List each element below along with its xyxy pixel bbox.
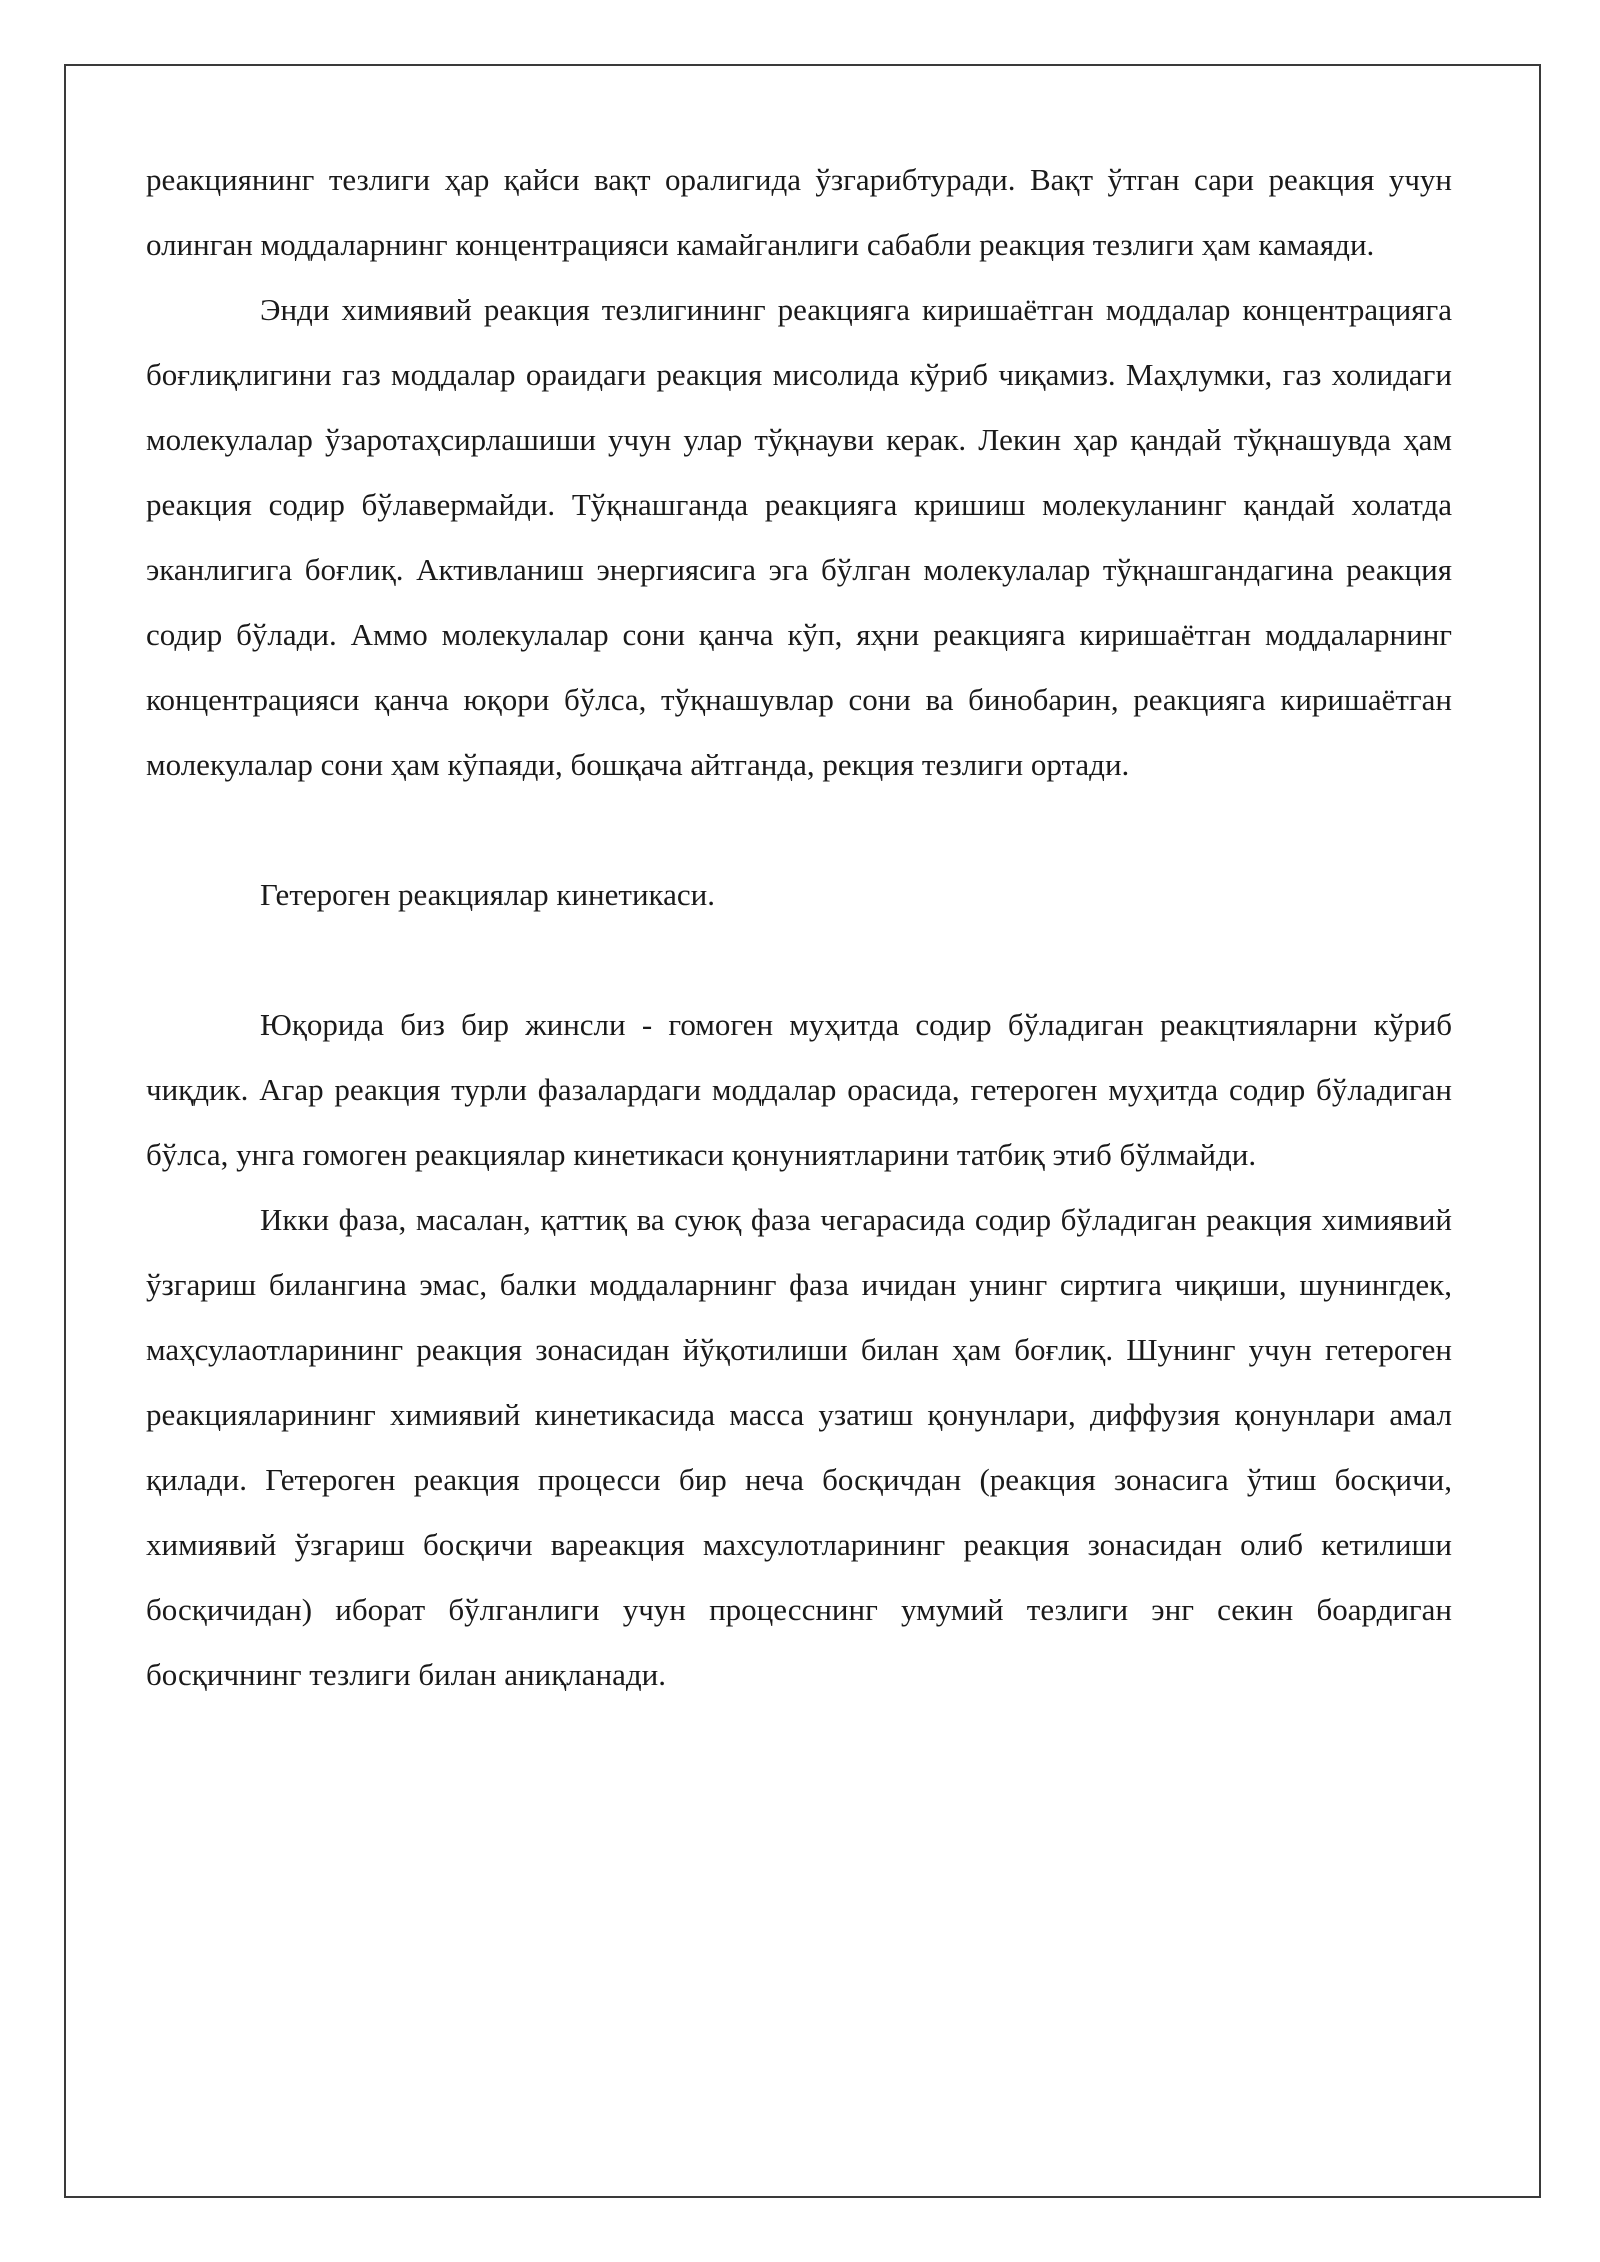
section-heading: Гетероген реакциялар кинетикаси. bbox=[260, 877, 715, 912]
blank-line bbox=[146, 797, 1452, 862]
paragraph-homogeneous-vs-heterogeneous: Юқорида биз бир жинсли - гомоген муҳитда содир бўладиган реакцтияларни кўриб чиқдик. Агар реакция турли фазалардаги моддалар орасида, гетероген муҳитда содир бўладиган бўлса, унга гомоген реакциялар кинетикаси қонуниятларини татбиқ этиб бўлмайди. bbox=[146, 1007, 1452, 1172]
document-body bbox=[146, 147, 1452, 1707]
blank-line bbox=[146, 927, 1452, 992]
paragraph-concentration-dependence: Энди химиявий реакция тезлигининг реакцияга киришаётган моддалар концентрацияга боғлиқлигини газ моддалар ораидаги реакция мисолида кўриб чиқамиз. Маҳлумки, газ холидаги молекулалар ўзаротаҳсирлашиши учун улар тўқнауви керак. Лекин ҳар қандай тўқнашувда ҳам реакция содир бўлавермайди. Тўқнашганда реакцияга кришиш молекуланинг қандай холатда эканлигига боғлиқ. Активланиш энергиясига эга бўлган молекулалар тўқнашгандагина реакция содир бўлади. Аммо молекулалар сони қанча кўп, яҳни реакцияга киришаётган моддаларнинг концентрацияси қанча юқори бўлса, тўқнашувлар сони ва бинобарин, реакцияга киришаётган молекулалар сони ҳам кўпаяди, бошқача айтганда, рекция тезлиги ортади. bbox=[146, 292, 1452, 782]
paragraph-two-phase-reactions: Икки фаза, масалан, қаттиқ ва суюқ фаза чегарасида содир бўладиган реакция химиявий ўзгариш билангина эмас, балки моддаларнинг фаза ичидан унинг сиртига чиқиши, шунингдек, маҳсулаотларининг реакция зонасидан йўқотилиши билан ҳам боғлиқ. Шунинг учун гетероген реакцияларининг химиявий кинетикасида масса узатиш қонунлари, диффузия қонунлари амал қилади. Гетероген реакция процесси бир неча босқичдан (реакция зонасига ўтиш босқичи, химиявий ўзгариш босқичи вареакция махсулотларининг реакция зонасидан олиб кетилиши босқичидан) иборат бўлганлиги учун процесснинг умумий тезлиги энг секин боардиган босқичнинг тезлиги билан аниқланади. bbox=[146, 1202, 1452, 1692]
paragraph-reaction-rate-decrease: реакциянинг тезлиги ҳар қайси вақт оралигида ўзгарибтуради. Вақт ўтган сари реакция учун олинган моддаларнинг концентрацияси камайганлиги сабабли реакция тезлиги ҳам камаяди. bbox=[146, 162, 1452, 262]
